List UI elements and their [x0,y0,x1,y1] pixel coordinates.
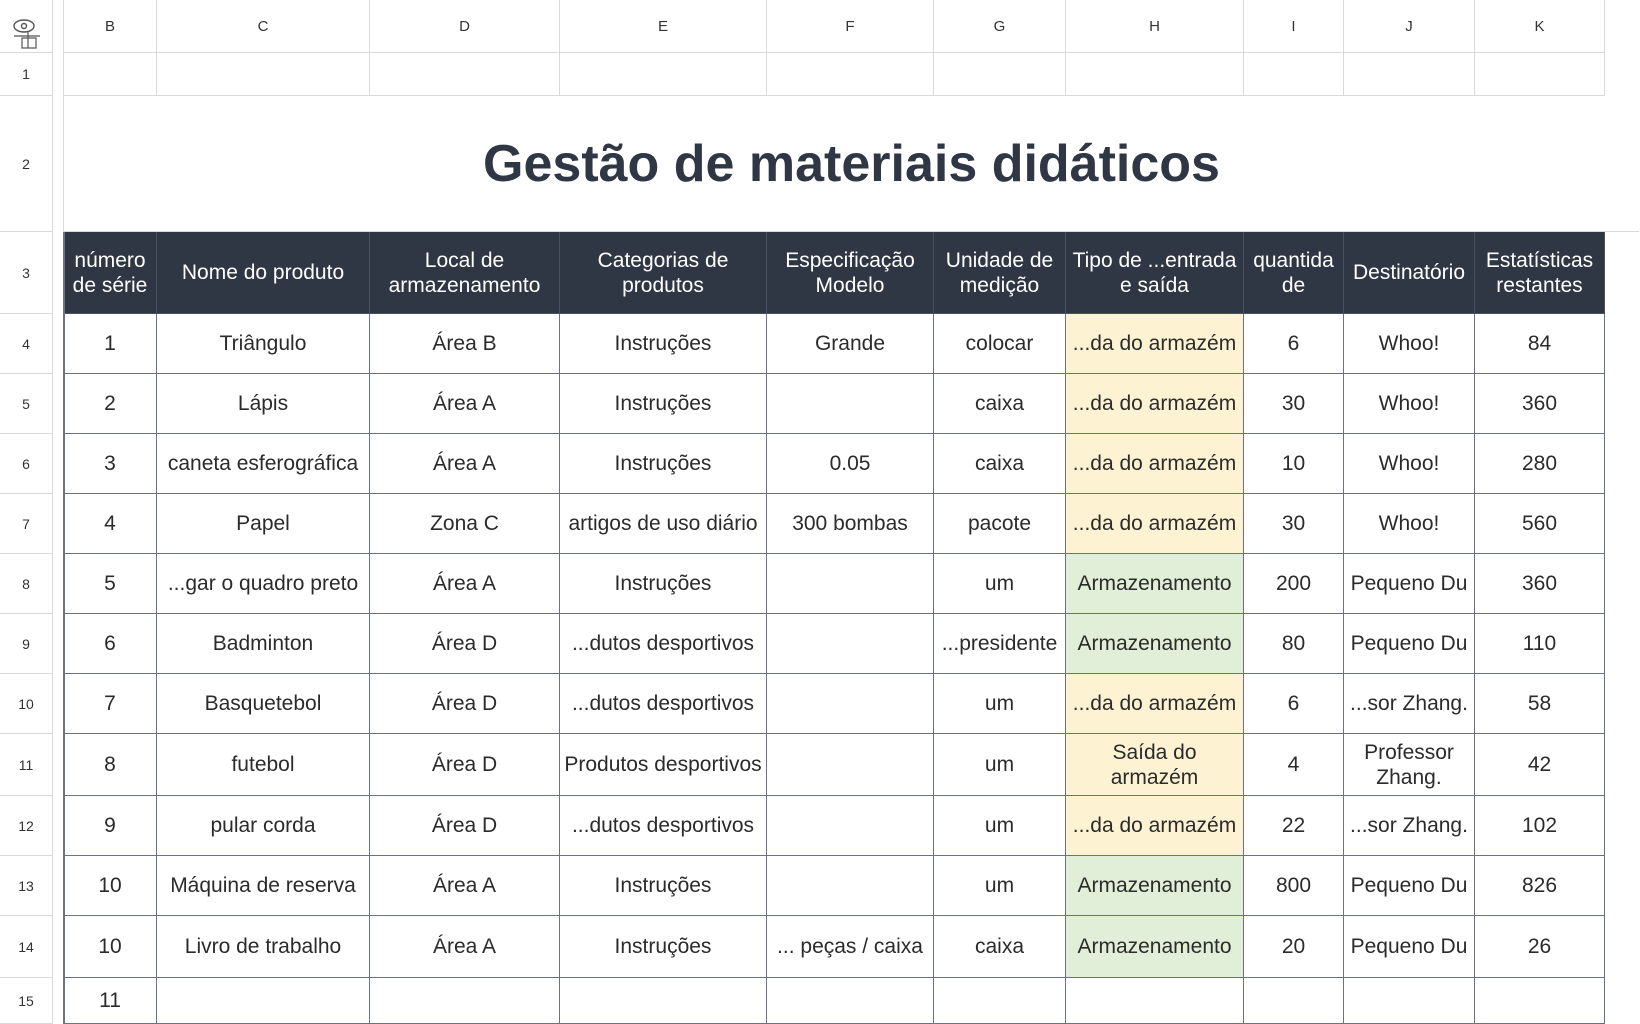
column-title[interactable]: Local de armazenamento [370,232,560,314]
cell-remaining[interactable]: 360 [1475,554,1605,614]
column-title[interactable]: quantida de [1244,232,1344,314]
cell-storage-location[interactable]: Área B [370,314,560,374]
column-title[interactable]: Especificação Modelo [767,232,934,314]
cell-storage-location[interactable]: Área A [370,916,560,978]
cell-category[interactable]: artigos de uso diário [560,494,767,554]
cell-unit[interactable]: um [934,796,1066,856]
row-header-12[interactable]: 12 [0,796,53,856]
cell-remaining[interactable]: 360 [1475,374,1605,434]
cell-product-name[interactable]: ...gar o quadro preto [157,554,370,614]
cell-unit[interactable]: um [934,856,1066,916]
cell-storage-location[interactable]: Área A [370,374,560,434]
cell-quantity[interactable]: 200 [1244,554,1344,614]
freeze-icon[interactable] [12,16,42,56]
row-header-14[interactable]: 14 [0,916,53,978]
cell-io-type[interactable]: Armazenamento [1066,614,1244,674]
cell-recipient[interactable]: Pequeno Du [1344,614,1475,674]
row-header-7[interactable]: 7 [0,494,53,554]
cell-product-name[interactable]: caneta esferográfica [157,434,370,494]
cell-f1[interactable] [767,53,934,96]
column-header-h[interactable]: H [1066,0,1244,53]
column-header-b[interactable]: B [64,0,157,53]
cell-io-type[interactable]: ...da do armazém [1066,434,1244,494]
cell-quantity[interactable]: 10 [1244,434,1344,494]
cell-quantity[interactable]: 800 [1244,856,1344,916]
column-header-c[interactable]: C [157,0,370,53]
cell-category[interactable]: ...dutos desportivos [560,674,767,734]
cell-quantity[interactable]: 6 [1244,314,1344,374]
cell-spec[interactable]: 300 bombas [767,494,934,554]
cell-recipient[interactable]: ...sor Zhang. [1344,796,1475,856]
cell-product-name[interactable]: Triângulo [157,314,370,374]
cell-e1[interactable] [560,53,767,96]
column-title[interactable]: Estatísticas restantes [1475,232,1605,314]
cell-g1[interactable] [934,53,1066,96]
cell-serial[interactable]: 4 [64,494,157,554]
cell-unit[interactable]: um [934,554,1066,614]
cell-remaining[interactable]: 26 [1475,916,1605,978]
cell-unit[interactable]: ...presidente [934,614,1066,674]
row-header-11[interactable]: 11 [0,734,53,796]
cell-unit[interactable]: um [934,734,1066,796]
column-header-e[interactable]: E [560,0,767,53]
cell-serial[interactable]: 10 [64,856,157,916]
cell-spec[interactable] [767,374,934,434]
row-header-10[interactable]: 10 [0,674,53,734]
cell-unit[interactable]: colocar [934,314,1066,374]
cell-category[interactable]: ...dutos desportivos [560,614,767,674]
cell-storage-location[interactable]: Zona C [370,494,560,554]
cell-storage-location[interactable]: Área A [370,856,560,916]
row-header-5[interactable]: 5 [0,374,53,434]
cell-category[interactable]: Produtos desportivos [560,734,767,796]
cell-remaining[interactable]: 84 [1475,314,1605,374]
column-header-i[interactable]: I [1244,0,1344,53]
cell-recipient[interactable]: Pequeno Du [1344,856,1475,916]
column-header-d[interactable]: D [370,0,560,53]
cell-quantity[interactable]: 4 [1244,734,1344,796]
cell-product-name[interactable]: Lápis [157,374,370,434]
cell-io-type[interactable]: ...da do armazém [1066,796,1244,856]
cell-io-type[interactable]: Armazenamento [1066,554,1244,614]
cell-spec[interactable] [767,856,934,916]
cell-recipient[interactable]: Professor Zhang. [1344,734,1475,796]
cell-spec[interactable] [767,978,934,1024]
cell-io-type[interactable]: ...da do armazém [1066,314,1244,374]
cell-spec[interactable] [767,796,934,856]
cell-product-name[interactable]: Máquina de reserva [157,856,370,916]
cell-remaining[interactable]: 280 [1475,434,1605,494]
cell-product-name[interactable] [157,978,370,1024]
cell-quantity[interactable]: 6 [1244,674,1344,734]
row-header-1[interactable]: 1 [0,53,53,96]
cell-remaining[interactable]: 560 [1475,494,1605,554]
cell-storage-location[interactable]: Área A [370,554,560,614]
cell-product-name[interactable]: futebol [157,734,370,796]
cell-product-name[interactable]: Papel [157,494,370,554]
cell-serial[interactable]: 2 [64,374,157,434]
cell-remaining[interactable]: 58 [1475,674,1605,734]
cell-storage-location[interactable]: Área D [370,734,560,796]
cell-storage-location[interactable]: Área A [370,434,560,494]
cell-category[interactable]: Instruções [560,314,767,374]
table-left-border [63,232,65,1024]
cell-storage-location[interactable] [370,978,560,1024]
cell-recipient[interactable]: Pequeno Du [1344,554,1475,614]
column-title[interactable]: Tipo de ...entrada e saída [1066,232,1244,314]
cell-unit[interactable]: pacote [934,494,1066,554]
cell-serial[interactable]: 3 [64,434,157,494]
cell-spec[interactable]: ... peças / caixa [767,916,934,978]
cell-k1[interactable] [1475,53,1605,96]
cell-quantity[interactable]: 20 [1244,916,1344,978]
cell-unit[interactable]: um [934,674,1066,734]
cell-recipient[interactable]: Whoo! [1344,374,1475,434]
cell-recipient[interactable]: ...sor Zhang. [1344,674,1475,734]
column-title[interactable]: Destinatório [1344,232,1475,314]
cell-remaining[interactable]: 102 [1475,796,1605,856]
cell-quantity[interactable]: 30 [1244,494,1344,554]
cell-unit[interactable]: caixa [934,374,1066,434]
cell-c1[interactable] [157,53,370,96]
cell-recipient[interactable]: Whoo! [1344,494,1475,554]
cell-io-type[interactable]: Armazenamento [1066,856,1244,916]
cell-io-type[interactable]: ...da do armazém [1066,374,1244,434]
row-header-4[interactable]: 4 [0,314,53,374]
cell-product-name[interactable]: Badminton [157,614,370,674]
column-header-f[interactable]: F [767,0,934,53]
cell-quantity[interactable]: 30 [1244,374,1344,434]
cell-product-name[interactable]: pular corda [157,796,370,856]
row-header-8[interactable]: 8 [0,554,53,614]
cell-serial[interactable]: 9 [64,796,157,856]
column-title[interactable]: Unidade de medição [934,232,1066,314]
cell-category[interactable]: Instruções [560,554,767,614]
cell-b1[interactable] [64,53,157,96]
row-header-15[interactable]: 15 [0,978,53,1024]
row-header-3[interactable]: 3 [0,232,53,314]
cell-spec[interactable]: Grande [767,314,934,374]
column-header-g[interactable]: G [934,0,1066,53]
cell-category[interactable]: Instruções [560,434,767,494]
row-header-13[interactable]: 13 [0,856,53,916]
cell-category[interactable]: ...dutos desportivos [560,796,767,856]
cell-category[interactable] [560,978,767,1024]
cell-io-type[interactable]: Armazenamento [1066,916,1244,978]
column-header-j[interactable]: J [1344,0,1475,53]
cell-serial[interactable]: 11 [64,978,157,1024]
cell-recipient[interactable] [1344,978,1475,1024]
column-header-k[interactable]: K [1475,0,1605,53]
cell-io-type[interactable]: ...da do armazém [1066,494,1244,554]
cell-io-type[interactable]: ...da do armazém [1066,674,1244,734]
cell-recipient[interactable]: Whoo! [1344,314,1475,374]
cell-quantity[interactable]: 22 [1244,796,1344,856]
cell-remaining[interactable]: 826 [1475,856,1605,916]
select-all-corner[interactable] [0,0,53,53]
row-header-9[interactable]: 9 [0,614,53,674]
cell-spec[interactable] [767,734,934,796]
column-title[interactable]: número de série [64,232,157,314]
cell-recipient[interactable]: Pequeno Du [1344,916,1475,978]
cell-storage-location[interactable]: Área D [370,796,560,856]
cell-i1[interactable] [1244,53,1344,96]
cell-io-type[interactable]: Saída do armazém [1066,734,1244,796]
cell-spec[interactable]: 0.05 [767,434,934,494]
cell-storage-location[interactable]: Área D [370,674,560,734]
sheet-title[interactable]: Gestão de materiais didáticos [64,96,1639,232]
cell-remaining[interactable]: 110 [1475,614,1605,674]
cell-storage-location[interactable]: Área D [370,614,560,674]
row-header-6[interactable]: 6 [0,434,53,494]
cell-unit[interactable] [934,978,1066,1024]
cell-quantity[interactable] [1244,978,1344,1024]
cell-j1[interactable] [1344,53,1475,96]
cell-serial[interactable]: 5 [64,554,157,614]
cell-spec[interactable] [767,674,934,734]
cell-serial[interactable]: 7 [64,674,157,734]
cell-product-name[interactable]: Livro de trabalho [157,916,370,978]
cell-h1[interactable] [1066,53,1244,96]
cell-category[interactable]: Instruções [560,374,767,434]
cell-remaining[interactable] [1475,978,1605,1024]
row-header-2[interactable]: 2 [0,96,53,232]
cell-serial[interactable]: 6 [64,614,157,674]
cell-category[interactable]: Instruções [560,916,767,978]
cell-category[interactable]: Instruções [560,856,767,916]
cell-quantity[interactable]: 80 [1244,614,1344,674]
cell-spec[interactable] [767,614,934,674]
column-title[interactable]: Categorias de produtos [560,232,767,314]
cell-serial[interactable]: 8 [64,734,157,796]
cell-spec[interactable] [767,554,934,614]
cell-d1[interactable] [370,53,560,96]
cell-unit[interactable]: caixa [934,434,1066,494]
cell-io-type[interactable] [1066,978,1244,1024]
cell-unit[interactable]: caixa [934,916,1066,978]
cell-product-name[interactable]: Basquetebol [157,674,370,734]
cell-recipient[interactable]: Whoo! [1344,434,1475,494]
cell-remaining[interactable]: 42 [1475,734,1605,796]
cell-serial[interactable]: 1 [64,314,157,374]
cell-serial[interactable]: 10 [64,916,157,978]
column-title[interactable]: Nome do produto [157,232,370,314]
